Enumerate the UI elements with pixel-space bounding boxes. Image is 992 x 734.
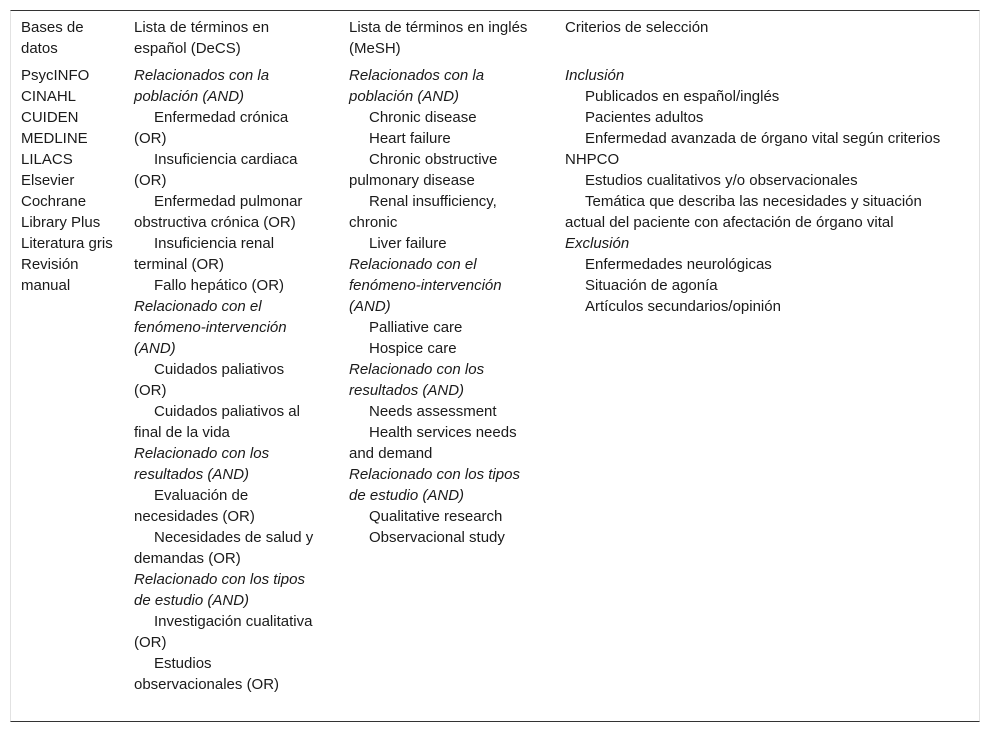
criteria-item: Enfermedad avanzada de órgano vital según criterios NHPCO bbox=[565, 130, 941, 168]
databases-item: CUIDEN bbox=[21, 109, 79, 126]
terms-es-item: Investigación cualitativa (OR) bbox=[134, 613, 313, 651]
header-databases: Bases de datos bbox=[21, 19, 84, 57]
terms-en-item: Hospice care bbox=[369, 340, 457, 357]
terms-es-item: Enfermedad crónica (OR) bbox=[134, 109, 289, 147]
criteria-item: Temática que describa las necesidades y situación actual del paciente con afectación de órgano vital bbox=[565, 193, 922, 231]
criteria-item: Pacientes adultos bbox=[585, 109, 704, 126]
criteria-item: Estudios cualitativos y/o observacionales bbox=[585, 172, 858, 189]
terms-en-item: Heart failure bbox=[369, 130, 451, 147]
terms-es-item: Cuidados paliativos al final de la vida bbox=[134, 403, 300, 441]
databases-list bbox=[21, 65, 121, 296]
header-terms-en: Lista de términos en inglés (MeSH) bbox=[349, 19, 528, 57]
terms-en-item: Needs assessment bbox=[369, 403, 497, 420]
terms-es-item: Relacionados con la población (AND) bbox=[134, 67, 270, 105]
column-terms-en bbox=[349, 17, 529, 548]
criteria-item: Inclusión bbox=[565, 67, 625, 84]
databases-item: Literatura gris bbox=[21, 235, 113, 252]
terms-es-item: Insuficiencia cardiaca (OR) bbox=[134, 151, 298, 189]
terms-en-item: Observacional study bbox=[369, 529, 505, 546]
terms-en-item: Chronic obstructive pulmonary disease bbox=[349, 151, 498, 189]
column-databases bbox=[21, 17, 121, 296]
terms-es-list bbox=[134, 65, 319, 695]
search-strategy-table bbox=[10, 10, 980, 722]
terms-en-item: Relacionado con los resultados (AND) bbox=[349, 361, 485, 399]
terms-en-item: Palliative care bbox=[369, 319, 463, 336]
terms-es-item: Insuficiencia renal terminal (OR) bbox=[134, 235, 275, 273]
column-terms-es bbox=[134, 17, 319, 695]
terms-en-item: Liver failure bbox=[369, 235, 447, 252]
terms-en-item: Relacionados con la población (AND) bbox=[349, 67, 485, 105]
criteria-item: Exclusión bbox=[565, 235, 630, 252]
databases-item: LILACS bbox=[21, 151, 73, 168]
terms-es-item: Estudios observacionales (OR) bbox=[134, 655, 280, 693]
criteria-item: Publicados en español/inglés bbox=[585, 88, 780, 105]
terms-en-item: Chronic disease bbox=[369, 109, 477, 126]
databases-item: PsycINFO bbox=[21, 67, 90, 84]
terms-en-item: Relacionado con los tipos de estudio (AND) bbox=[349, 466, 520, 504]
criteria-item: Situación de agonía bbox=[585, 277, 718, 294]
databases-item: CINAHL bbox=[21, 88, 77, 105]
column-criteria bbox=[565, 17, 965, 317]
terms-es-item: Relacionado con los tipos de estudio (AND) bbox=[134, 571, 305, 609]
criteria-item: Artículos secundarios/opinión bbox=[585, 298, 781, 315]
header-terms-es: Lista de términos en español (DeCS) bbox=[134, 19, 270, 57]
databases-item: MEDLINE bbox=[21, 130, 88, 147]
databases-item: Revisión manual bbox=[21, 256, 79, 294]
terms-es-item: Relacionado con el fenómeno-intervención (AND) bbox=[134, 298, 287, 357]
criteria-item: Enfermedades neurológicas bbox=[585, 256, 772, 273]
terms-es-item: Fallo hepático (OR) bbox=[154, 277, 285, 294]
terms-en-list bbox=[349, 65, 529, 548]
databases-item: Cochrane Library Plus bbox=[21, 193, 101, 231]
databases-item: Elsevier bbox=[21, 172, 75, 189]
terms-es-item: Necesidades de salud y demandas (OR) bbox=[134, 529, 314, 567]
header-criteria: Criterios de selección bbox=[565, 19, 709, 36]
terms-en-item: Relacionado con el fenómeno-intervención (AND) bbox=[349, 256, 502, 315]
terms-es-item: Relacionado con los resultados (AND) bbox=[134, 445, 270, 483]
terms-en-item: Health services needs and demand bbox=[349, 424, 517, 462]
terms-en-item: Qualitative research bbox=[369, 508, 503, 525]
terms-en-item: Renal insufficiency, chronic bbox=[349, 193, 497, 231]
terms-es-item: Cuidados paliativos (OR) bbox=[134, 361, 285, 399]
terms-es-item: Enfermedad pulmonar obstructiva crónica (OR) bbox=[134, 193, 303, 231]
criteria-list bbox=[565, 65, 965, 317]
terms-es-item: Evaluación de necesidades (OR) bbox=[134, 487, 255, 525]
